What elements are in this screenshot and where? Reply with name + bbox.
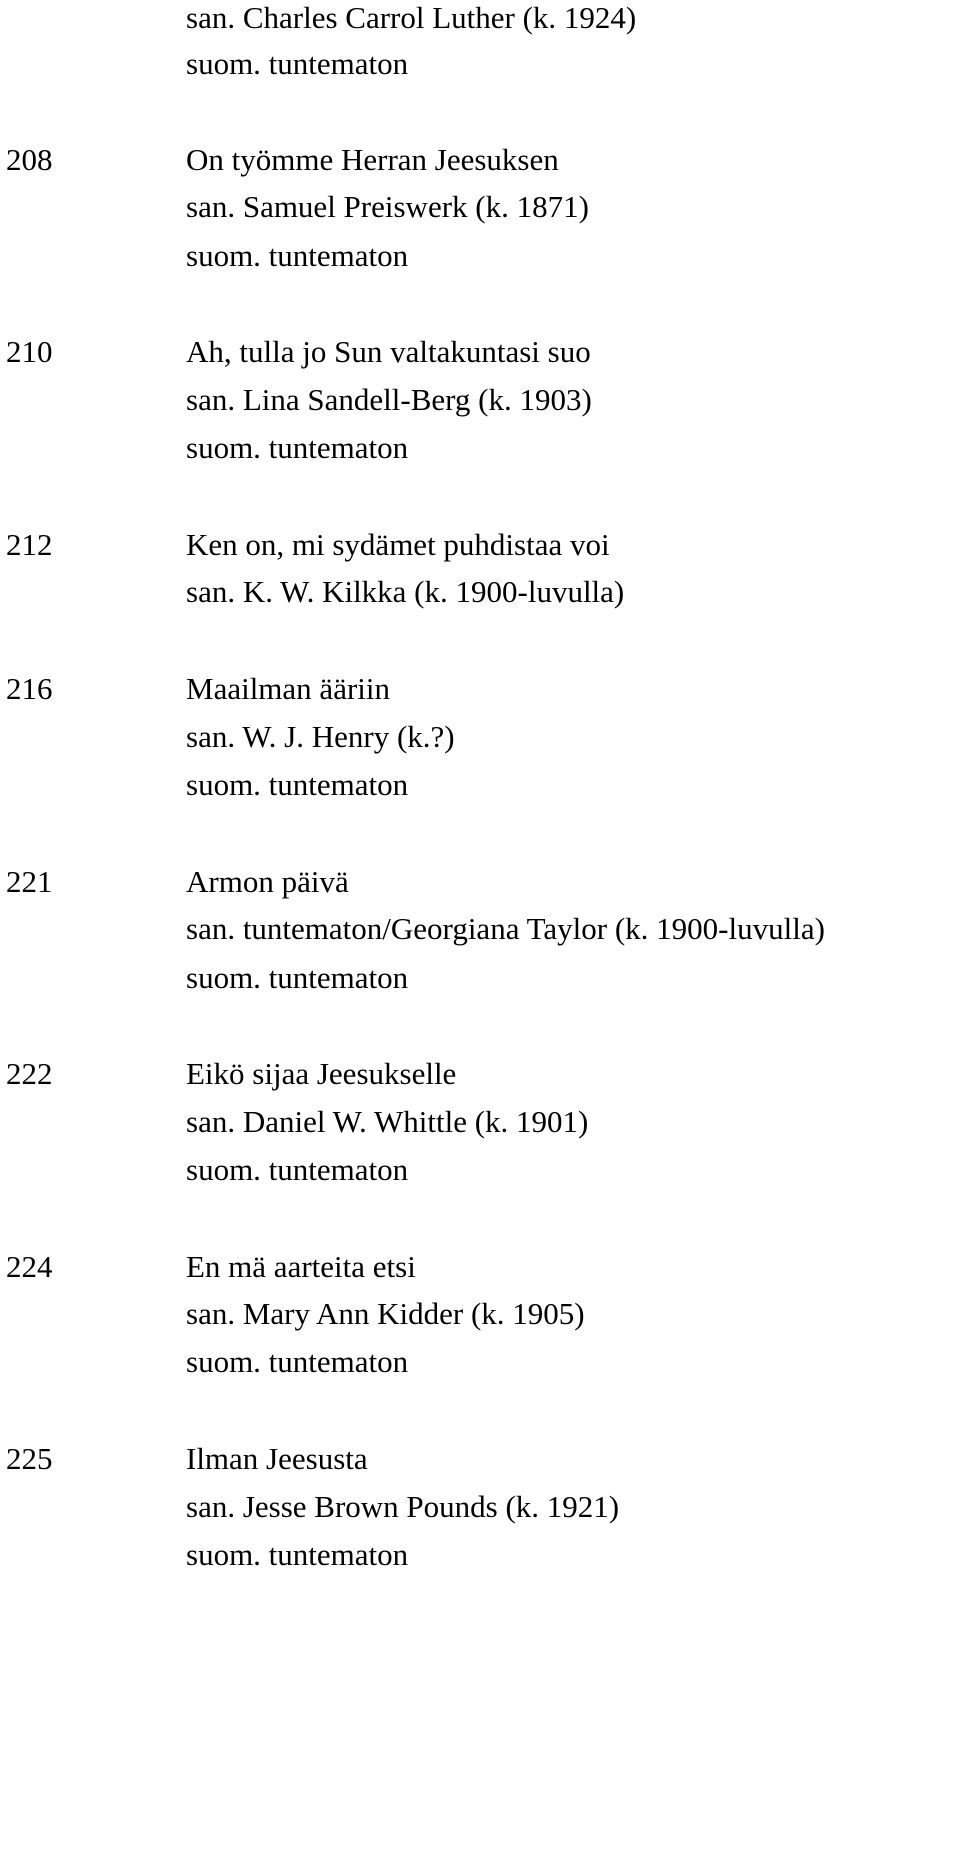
entry-number: 224 [6,1249,53,1284]
entry-author: san. K. W. Kilkka (k. 1900-luvulla) [186,574,625,609]
entry-number: 212 [6,527,53,562]
entry-number: 210 [6,334,53,369]
entry-title: Ilman Jeesusta [186,1441,368,1476]
entry-title: En mä aarteita etsi [186,1249,416,1284]
entry-author: san. tuntematon/Georgiana Taylor (k. 1900-luvulla) [186,911,825,946]
entry-number: 222 [6,1056,53,1091]
entry-translator: suom. tuntematon [186,1537,409,1572]
entry-author: san. Daniel W. Whittle (k. 1901) [186,1104,589,1139]
entry-title: On työmme Herran Jeesuksen [186,142,559,177]
entry-number: 216 [6,671,53,706]
entry-author: san. Jesse Brown Pounds (k. 1921) [186,1489,620,1524]
entry-title: Ken on, mi sydämet puhdistaa voi [186,527,610,562]
entry-translator: suom. tuntematon [186,1344,409,1379]
intro-translator-line: suom. tuntematon [186,46,409,81]
intro-author-line: san. Charles Carrol Luther (k. 1924) [186,0,637,35]
entry-translator: suom. tuntematon [186,767,409,802]
entry-author: san. Lina Sandell-Berg (k. 1903) [186,382,592,417]
entry-title: Ah, tulla jo Sun valtakuntasi suo [186,334,591,369]
entry-author: san. W. J. Henry (k.?) [186,719,455,754]
entry-title: Armon päivä [186,864,349,899]
entry-translator: suom. tuntematon [186,960,409,995]
entry-title: Eikö sijaa Jeesukselle [186,1056,457,1091]
entry-author: san. Mary Ann Kidder (k. 1905) [186,1296,585,1331]
entry-translator: suom. tuntematon [186,430,409,465]
entry-title: Maailman ääriin [186,671,390,706]
entry-number: 208 [6,142,53,177]
entry-number: 225 [6,1441,53,1476]
entry-translator: suom. tuntematon [186,238,409,273]
entry-translator: suom. tuntematon [186,1152,409,1187]
entry-number: 221 [6,864,53,899]
entry-author: san. Samuel Preiswerk (k. 1871) [186,189,589,224]
